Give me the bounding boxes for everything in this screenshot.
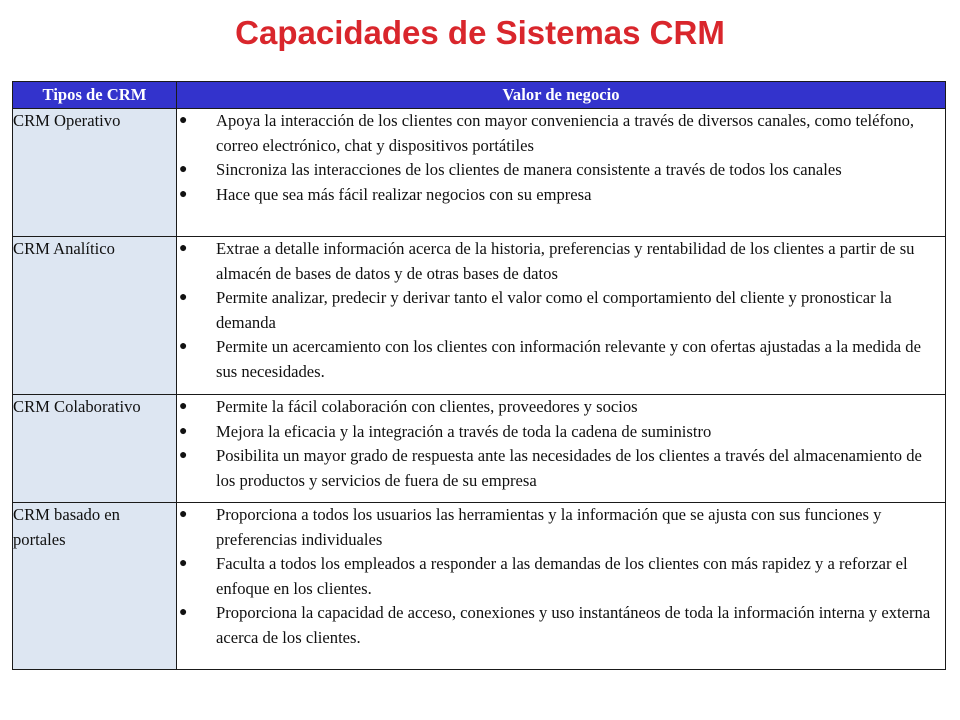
list-item bbox=[177, 552, 945, 601]
list-item bbox=[177, 444, 945, 493]
bullet-icon: ● bbox=[179, 423, 188, 439]
crm-type-cell: CRM basado en portales bbox=[13, 503, 177, 670]
header-crm-types: Tipos de CRM bbox=[13, 82, 177, 109]
list-item-text: Posibilita un mayor grado de respuesta ante las necesidades de los clientes a través del almacenamiento de los productos y servicios de fuera de su empresa bbox=[216, 446, 922, 490]
list-item-text: Permite un acercamiento con los clientes con información relevante y con ofertas ajustadas a la medida de sus necesidades. bbox=[216, 337, 921, 381]
bullet-icon: ● bbox=[179, 399, 188, 414]
business-value-cell bbox=[177, 395, 946, 503]
bullet-icon: ● bbox=[179, 186, 188, 202]
list-item-text: Extrae a detalle información acerca de la historia, preferencias y rentabilidad de los clientes a partir de su almacén de bases de datos y de otras bases de datos bbox=[216, 239, 915, 283]
list-item bbox=[177, 503, 945, 552]
bullet-icon: ● bbox=[179, 339, 188, 354]
page-title: Capacidades de Sistemas CRM bbox=[235, 14, 725, 51]
list-item bbox=[177, 237, 945, 286]
bullet-list bbox=[177, 109, 945, 207]
bullet-icon: ● bbox=[179, 605, 188, 620]
list-item bbox=[177, 601, 945, 650]
list-item bbox=[177, 395, 945, 420]
list-item bbox=[177, 183, 945, 208]
bullet-icon: ● bbox=[179, 556, 188, 571]
list-item bbox=[177, 286, 945, 335]
bullet-icon: ● bbox=[179, 448, 188, 463]
list-item-text: Apoya la interacción de los clientes con mayor conveniencia a través de diversos canales, como teléfono, correo electrónico, chat y dispositivos portátiles bbox=[216, 111, 915, 155]
list-item-text: Proporciona la capacidad de acceso, conexiones y uso instantáneos de toda la información interna y externa acerca de los clientes. bbox=[216, 603, 931, 647]
crm-capabilities-table bbox=[12, 81, 946, 670]
bullet-icon: ● bbox=[179, 113, 188, 128]
table-row bbox=[13, 109, 946, 237]
list-item bbox=[177, 158, 945, 183]
list-item-text: Sincroniza las interacciones de los clientes de manera consistente a través de todos los canales bbox=[216, 160, 842, 179]
business-value-cell bbox=[177, 109, 946, 237]
bullet-icon: ● bbox=[179, 507, 188, 522]
bullet-list bbox=[177, 503, 945, 650]
list-item bbox=[177, 335, 945, 384]
list-item-text: Mejora la eficacia y la integración a través de toda la cadena de suministro bbox=[216, 421, 712, 441]
list-item-text: Proporciona a todos los usuarios las herramientas y la información que se ajusta con sus funciones y preferencias individuales bbox=[216, 505, 882, 549]
crm-type-cell: CRM Operativo bbox=[13, 109, 177, 237]
list-item bbox=[177, 109, 945, 158]
bullet-icon: ● bbox=[179, 162, 188, 177]
crm-type-cell: CRM Analítico bbox=[13, 237, 177, 395]
table-row bbox=[13, 395, 946, 503]
crm-type-cell: CRM Colaborativo bbox=[13, 395, 177, 503]
bullet-icon: ● bbox=[179, 241, 188, 256]
list-item-text: Hace que sea más fácil realizar negocios con su empresa bbox=[216, 184, 592, 204]
table-row bbox=[13, 237, 946, 395]
business-value-cell bbox=[177, 237, 946, 395]
list-item-text: Permite la fácil colaboración con clientes, proveedores y socios bbox=[216, 397, 638, 416]
list-item-text: Faculta a todos los empleados a responder a las demandas de los clientes con más rapidez y a reforzar el enfoque en los clientes. bbox=[216, 554, 908, 598]
header-business-value: Valor de negocio bbox=[177, 82, 946, 109]
table-row bbox=[13, 503, 946, 670]
bullet-list bbox=[177, 237, 945, 384]
list-item bbox=[177, 420, 945, 445]
bullet-list bbox=[177, 395, 945, 493]
bullet-icon: ● bbox=[179, 290, 188, 305]
table-header-row bbox=[13, 82, 946, 109]
business-value-cell bbox=[177, 503, 946, 670]
list-item-text: Permite analizar, predecir y derivar tanto el valor como el comportamiento del cliente y pronosticar la demanda bbox=[216, 288, 892, 332]
